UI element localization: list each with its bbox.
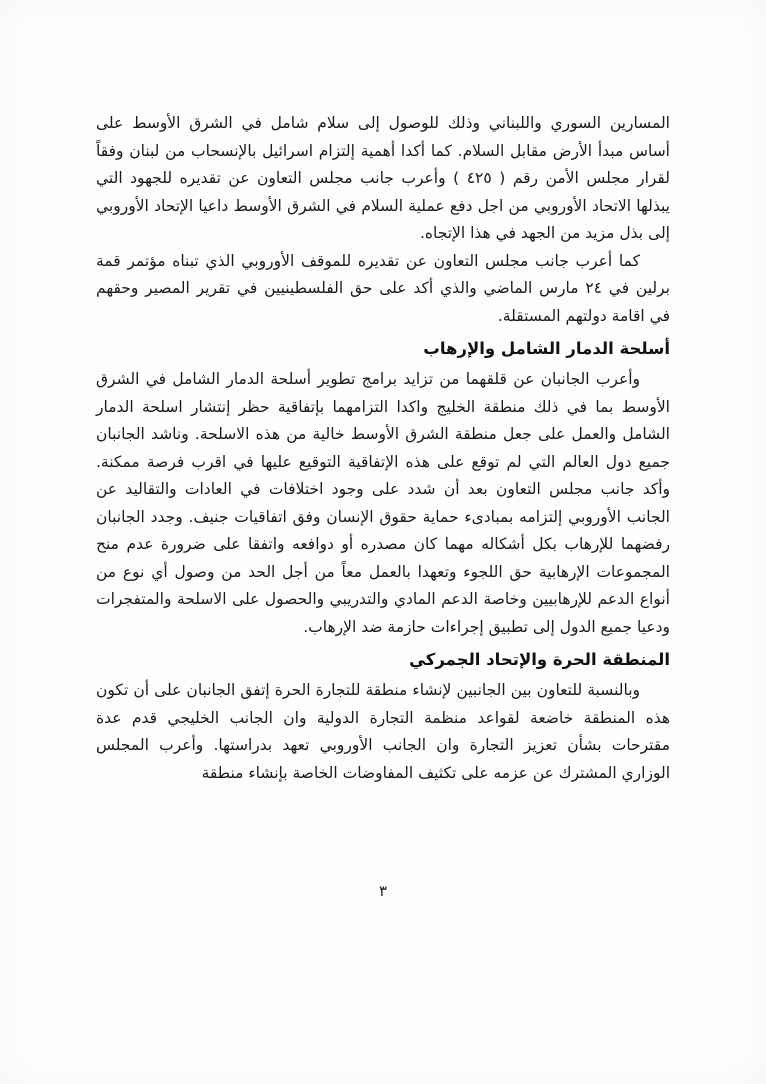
body-paragraph-free-trade-zone: وبالنسبة للتعاون بين الجانبين لإنشاء منطقة للتجارة الحرة إتفق الجانبان على أن تكون هذه المنطقة خاضعة لقواعد منظمة التجارة الدولية وان الجانب الخليجي قدم عدة مقترحات بشأن تعزيز التجارة وان الجانب الأوروبي تعهد بدراستها. وأعرب المجلس الوزاري المشترك عن عزمه على تكثيف المفاوضات الخاصة بإنشاء منطقة bbox=[96, 681, 670, 782]
body-paragraph-berlin-summit: كما أعرب جانب مجلس التعاون عن تقديره للموقف الأوروبي الذي تبناه مؤتمر قمة برلين في ٢٤ مارس الماضي والذي أكد على حق الفلسطينيين في تقرير المصير وحقهم في اقامة دولتهم المستقلة. bbox=[96, 251, 670, 325]
section-heading-wmd-terrorism: أسلحة الدمار الشامل والإرهاب bbox=[423, 339, 670, 358]
section-heading-free-zone-customs-union: المنطقة الحرة والإتحاد الجمركي bbox=[409, 650, 670, 669]
body-paragraph-wmd-terrorism: وأعرب الجانبان عن قلقهما من تزايد برامج تطوير أسلحة الدمار الشامل في الشرق الأوسط بما في ذلك منطقة الخليج واكدا التزامهما بإتفاقية حظر إنتشار اسلحة الدمار الشامل والعمل على جعل منطقة الشرق الأوسط خالية من هذه الاسلحة. وناشد الجانبان جميع دول العالم التي لم توقع على هذه الإتفاقية التوقيع عليها في اقرب فرصة ممكنة. وأكد جانب مجلس التعاون بعد أن شدد على وجود اختلافات في العادات والتقاليد عن الجانب الأوروبي إلتزامه بمبادىء حماية حقوق الإنسان وفق اتفاقيات جنيف. وجدد الجانبان رفضهما للإرهاب بكل أشكاله مهما كان مصدره أو دوافعه واتفقا على ضرورة عدم منح المجموعات الإرهابية حق اللجوء وتعهدا بالعمل معاً من أجل الحد من وصول أي نوع من أنواع الدعم للإرهابيين وخاصة الدعم المادي والتدريبي والحصول على الاسلحة والمتفجرات ودعيا جميع الدول إلى تطبيق إجراءات حازمة ضد الإرهاب. bbox=[96, 370, 670, 636]
document-text-block bbox=[96, 110, 670, 787]
body-paragraph-peace-process: المسارين السوري واللبناني وذلك للوصول إلى سلام شامل في الشرق الأوسط على أساس مبدأ الأرض مقابل السلام. كما أكدا أهمية إلتزام اسرائيل بالإنسحاب من لبنان وفقاً لقرار مجلس الأمن رقم ( ٤٢٥ ) وأعرب جانب مجلس التعاون عن تقديره للجهود التي يبذلها الاتحاد الأوروبي من اجل دفع عملية السلام في الشرق الأوسط داعيا الإتحاد الأوروبي إلى بذل مزيد من الجهد في هذا الإتجاه. bbox=[96, 114, 670, 242]
page-number: ٣ bbox=[378, 882, 388, 900]
